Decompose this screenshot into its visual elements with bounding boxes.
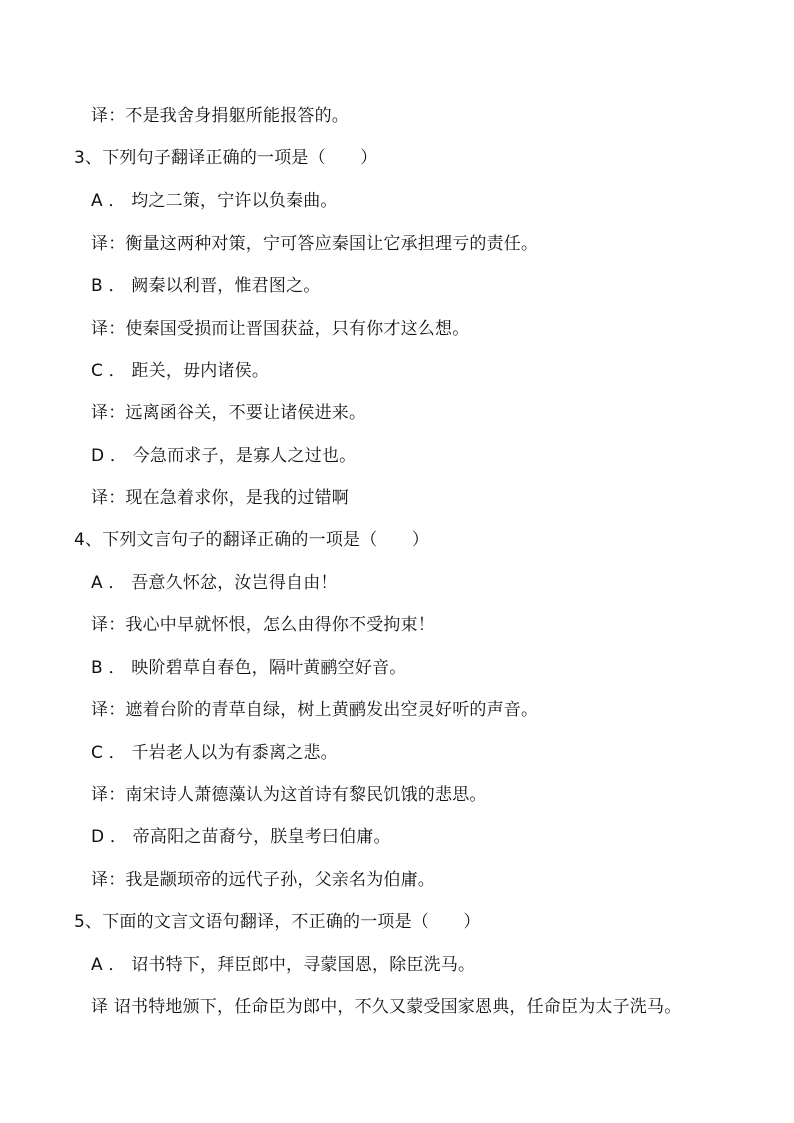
option-line: C ． 距关，毋内诸侯。 (91, 361, 270, 381)
question-5: 5、下面的文言文语句翻译，不正确的一项是（ ） (74, 912, 481, 932)
option-line: B ． 阙秦以利晋，惟君图之。 (91, 276, 321, 296)
translation-line: 译：现在急着求你，是我的过错啊 (91, 488, 349, 508)
translation-line: 译：我心中早就怀恨，怎么由得你不受拘束！ (91, 615, 435, 635)
option-line: D ． 今急而求子，是寡人之过也。 (91, 446, 357, 466)
option-line: A ． 吾意久怀忿，汝岂得自由！ (91, 573, 338, 593)
option-line: A ． 均之二策，宁许以负秦曲。 (91, 191, 338, 211)
option-line: B ． 映阶碧草自春色，隔叶黄鹂空好音。 (91, 658, 407, 678)
translation-line: 译 诏书特地颁下，任命臣为郎中，不久又蒙受国家恩典，任命臣为太子洗马。 (91, 997, 682, 1017)
translation-line: 译：使秦国受损而让晋国获益，只有你才这么想。 (91, 319, 470, 339)
option-line: C ． 千岩老人以为有黍离之悲。 (91, 743, 338, 763)
question-3: 3、下列句子翻译正确的一项是（ ） (74, 148, 378, 168)
translation-line: 译：南宋诗人萧德藻认为这首诗有黎民饥饿的悲思。 (91, 785, 487, 805)
translation-line: 译：不是我舍身捐躯所能报答的。 (91, 106, 349, 126)
translation-line: 译：衡量这两种对策，宁可答应秦国让它承担理亏的责任。 (91, 234, 539, 254)
translation-line: 译：我是颛顼帝的远代子孙，父亲名为伯庸。 (91, 870, 435, 890)
option-line: D ． 帝高阳之苗裔兮，朕皇考曰伯庸。 (91, 827, 391, 847)
translation-line: 译：遮着台阶的青草自绿，树上黄鹂发出空灵好听的声音。 (91, 700, 539, 720)
option-line: A ． 诏书特下，拜臣郎中，寻蒙国恩，除臣洗马。 (91, 955, 476, 975)
question-4: 4、下列文言句子的翻译正确的一项是（ ） (74, 530, 430, 550)
translation-line: 译：远离函谷关，不要让诸侯进来。 (91, 403, 367, 423)
